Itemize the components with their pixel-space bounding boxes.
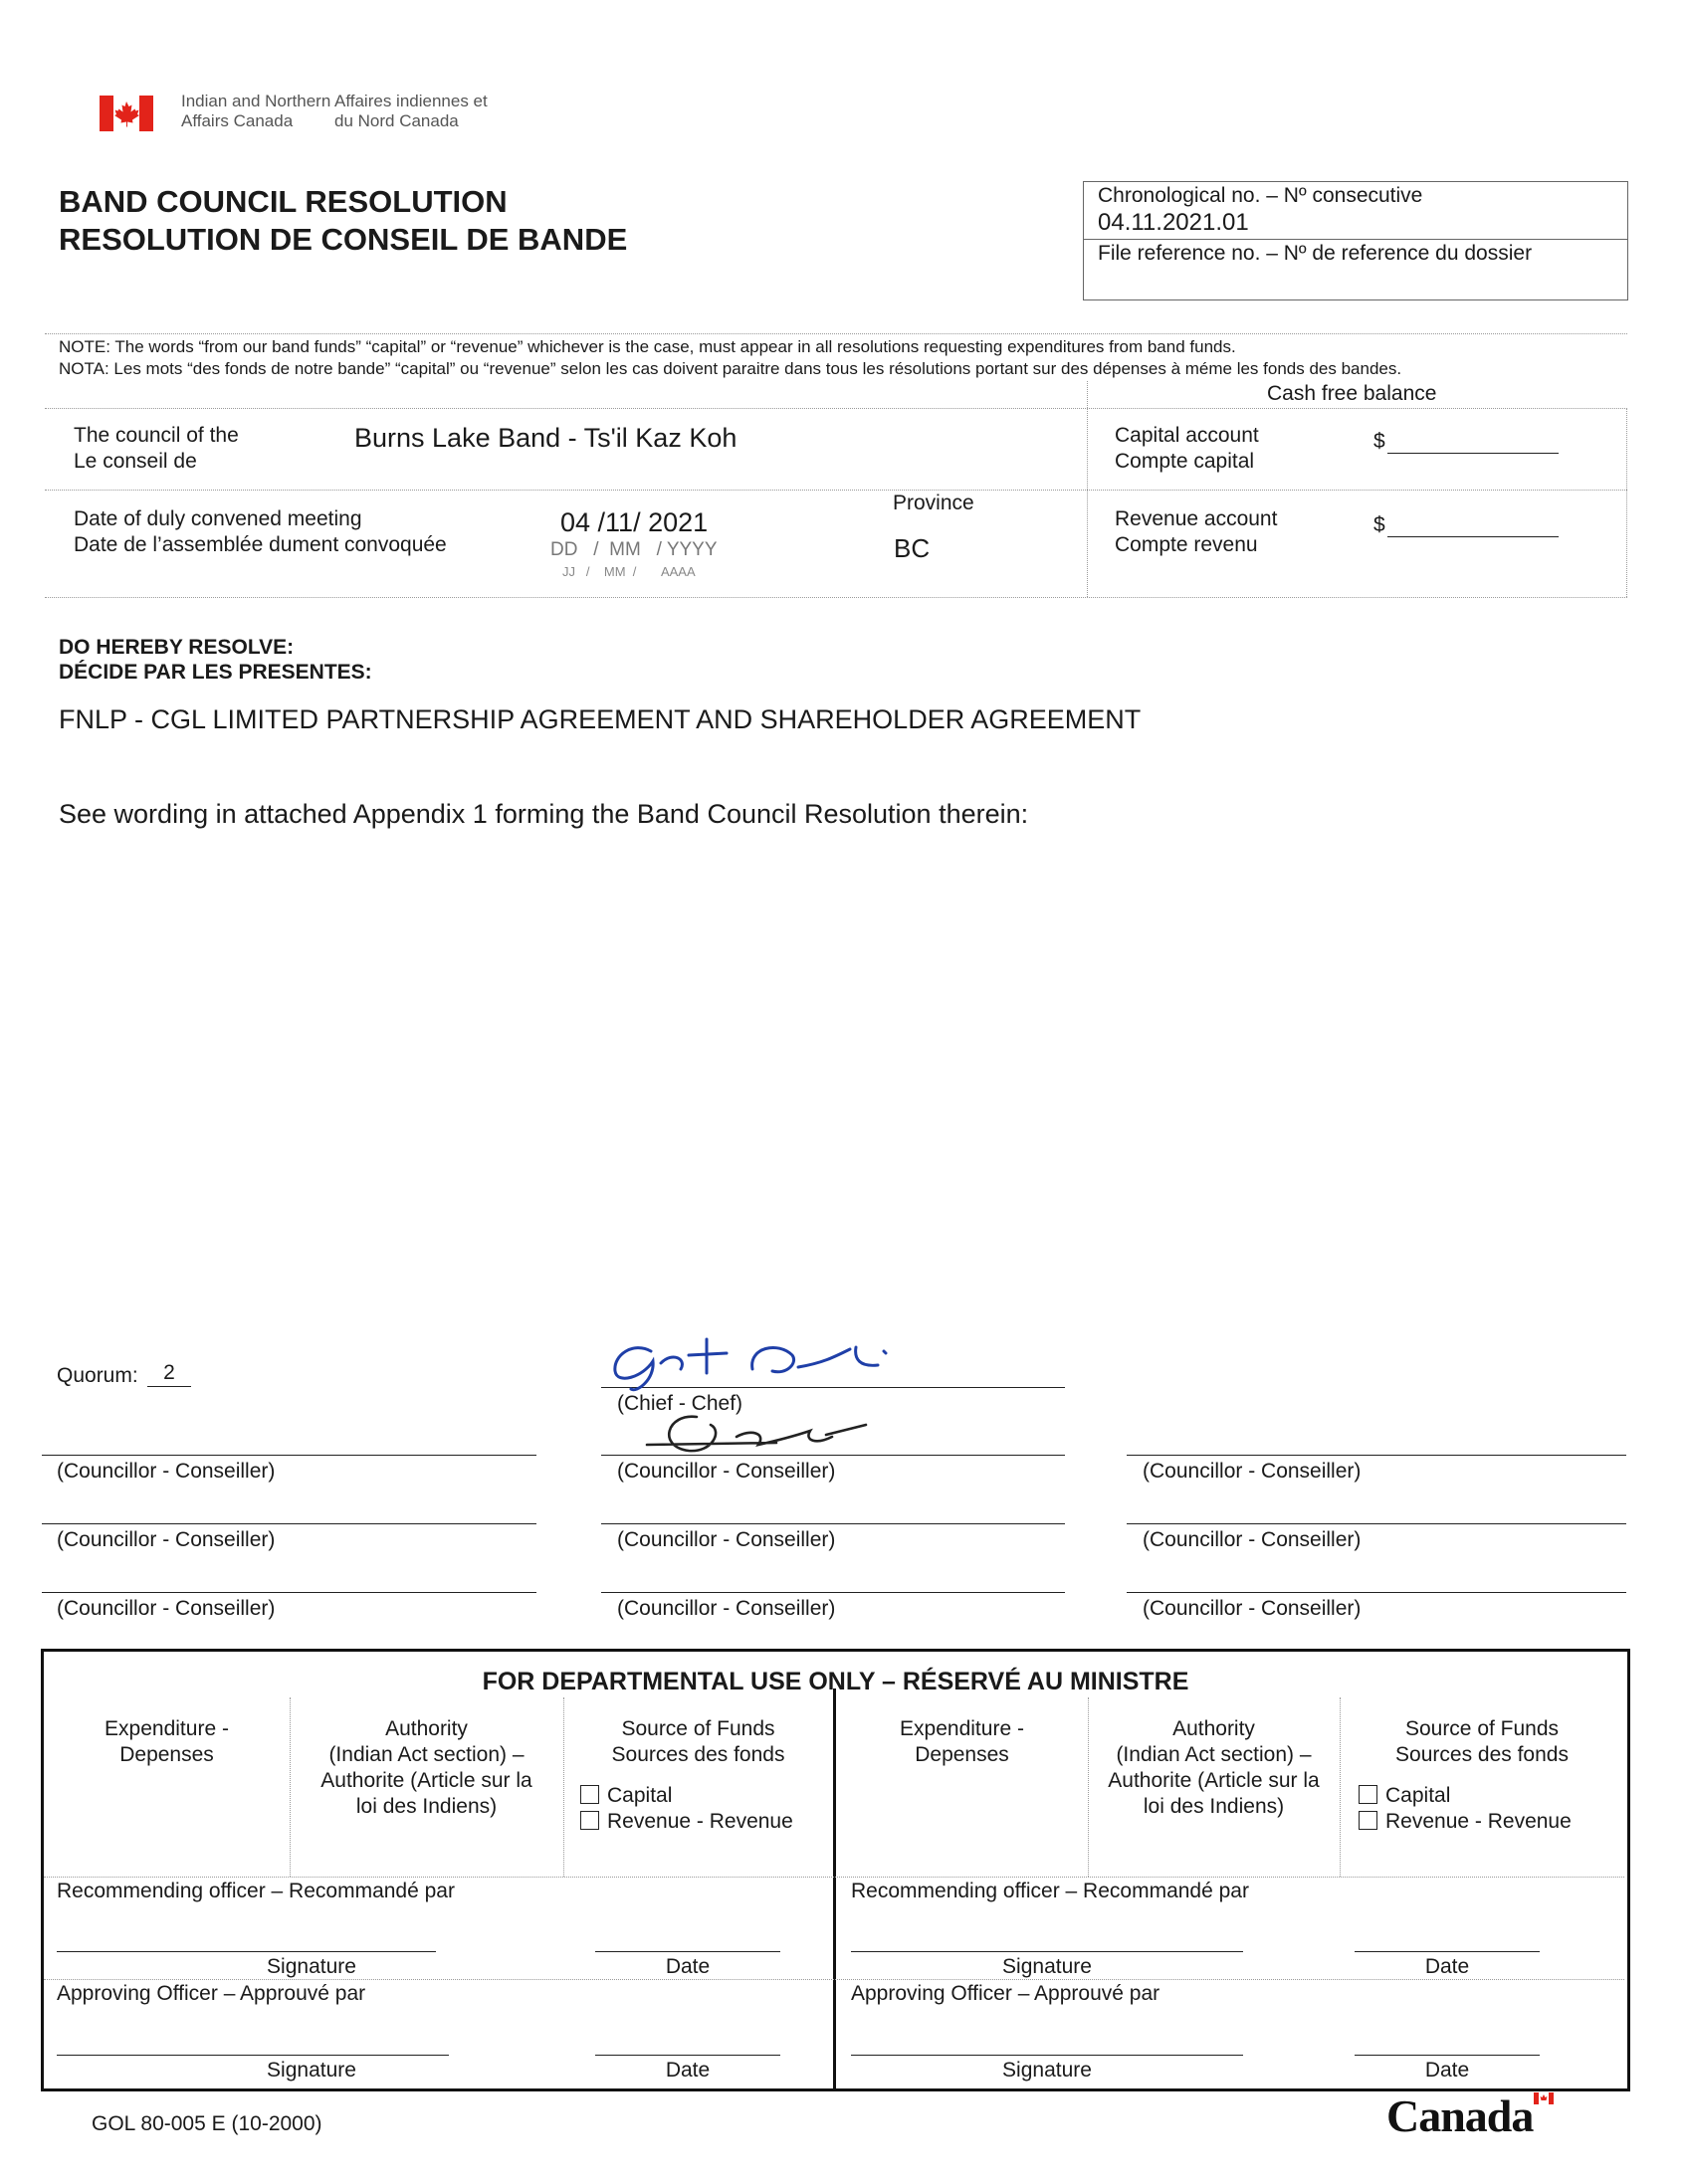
form-title-en: BAND COUNCIL RESOLUTION [59,184,508,219]
dept-name-fr-line2: du Nord Canada [334,111,459,130]
capital-amount-field[interactable] [1387,453,1559,454]
canada-wordmark: Canada [1386,2090,1534,2141]
cash-free-balance-heading: Cash free balance [1267,382,1437,405]
councillor-label-8: (Councillor - Conseiller) [617,1597,836,1620]
revenue-amount-field[interactable] [1387,536,1559,537]
date-format-en: DD / MM / YYYY [550,539,718,560]
chief-signature-label: (Chief - Chef) [617,1392,743,1415]
approving-date-line-left[interactable] [595,2055,780,2056]
revenue-checkbox-right[interactable] [1359,1809,1572,1835]
authority-l4-right: loi des Indiens) [1143,1795,1285,1818]
date-caption: Date [1424,2059,1470,2082]
date-caption: Date [665,1955,711,1978]
approving-signature-line-right[interactable] [851,2055,1243,2056]
chronological-number-label: Chronological no. – Nº consecutive [1098,184,1423,207]
source-label-en-left: Source of Funds [621,1717,775,1740]
form-title [59,183,627,259]
dept-name-en-line1: Indian and Northern [181,92,331,110]
resolve-heading-en: DO HEREBY RESOLVE: [59,636,295,659]
meeting-label-fr: Date de l’assemblée dument convoquée [74,533,447,556]
province-value: BC [894,533,931,563]
checkbox-icon [580,1811,599,1830]
source-label-fr-right: Sources des fonds [1395,1743,1569,1766]
date-format-fr: JJ / MM / AAAA [562,564,696,579]
capital-checkbox-left[interactable] [580,1783,793,1809]
capital-account-label-en: Capital account [1115,424,1259,447]
signature-caption: Signature [1002,1955,1092,1978]
councillor-label-3: (Councillor - Conseiller) [1143,1460,1362,1483]
note-en: NOTE: The words “from our band funds” “capital” or “revenue” whichever is the case, must appear in all resolutions requesting expenditures from band funds. [59,337,1236,356]
revenue-account-label-en: Revenue account [1115,507,1278,530]
councillor-label-4: (Councillor - Conseiller) [57,1528,276,1551]
expenditure-label-en-right: Expenditure - [900,1717,1024,1740]
recommending-date-line-right[interactable] [1355,1951,1540,1952]
recommending-signature-line-left[interactable] [57,1951,436,1952]
dept-name-en-line2: Affairs Canada [181,111,294,130]
authority-l1-right: Authority [1172,1717,1255,1740]
meeting-date-value: 04 /11/ 2021 [560,507,709,537]
note-fr: NOTA: Les mots “des fonds de notre bande” “capital” ou “revenue” selon les cas doivent paraitre dans tous les résolutions portant sur des dépenses à méme les fonds des bandes. [59,359,1402,378]
councillor-label-6: (Councillor - Conseiller) [1143,1528,1362,1551]
capital-option-label: Capital [607,1784,673,1807]
checkbox-icon [1359,1811,1377,1830]
expenditure-label-en-left: Expenditure - [105,1717,229,1740]
quorum-label: Quorum: [57,1364,138,1387]
source-label-en-right: Source of Funds [1404,1717,1560,1740]
recommending-signature-line-right[interactable] [851,1951,1243,1952]
capital-account-label-fr: Compte capital [1115,450,1255,473]
authority-l2-left: (Indian Act section) – [328,1743,525,1766]
file-reference-label: File reference no. – Nº de reference du dossier [1098,242,1533,265]
revenue-option-label: Revenue - Revenue [607,1810,793,1833]
chief-signature-icon [603,1333,961,1393]
revenue-currency-symbol: $ [1373,513,1385,536]
councillor-label-7: (Councillor - Conseiller) [57,1597,276,1620]
date-caption: Date [1424,1955,1470,1978]
councillor-label-2: (Councillor - Conseiller) [617,1460,836,1483]
council-name-value: Burns Lake Band - Ts'il Kaz Koh [354,423,737,453]
source-label-fr-left: Sources des fonds [611,1743,785,1766]
council-label-fr: Le conseil de [74,450,197,473]
authority-l1-left: Authority [385,1717,468,1740]
checkbox-icon [580,1785,599,1804]
expenditure-label-fr-left: Depenses [119,1743,214,1766]
authority-l2-right: (Indian Act section) – [1116,1743,1312,1766]
approving-signature-line-left[interactable] [57,2055,449,2056]
approving-officer-label-right: Approving Officer – Approuvé par [851,1982,1160,2005]
revenue-checkbox-left[interactable] [580,1809,793,1835]
recommending-officer-label-right: Recommending officer – Recommandé par [851,1880,1249,1902]
revenue-account-label-fr: Compte revenu [1115,533,1258,556]
form-title-fr: RESOLUTION DE CONSEIL DE BANDE [59,222,628,257]
form-number: GOL 80-005 E (10-2000) [92,2112,322,2135]
authority-l3-right: Authorite (Article sur la [1108,1769,1320,1792]
approving-date-line-right[interactable] [1355,2055,1540,2056]
authority-l3-left: Authorite (Article sur la [320,1769,532,1792]
authority-l4-left: loi des Indiens) [355,1795,498,1818]
signature-caption: Signature [1002,2059,1092,2082]
councillor-label-9: (Councillor - Conseiller) [1143,1597,1362,1620]
canada-flag-icon [100,96,171,131]
province-label: Province [893,492,974,514]
signature-caption: Signature [267,1955,356,1978]
departmental-title: FOR DEPARTMENTAL USE ONLY – RÉSERVÉ AU MINISTRE [482,1668,1189,1695]
capital-option-label: Capital [1385,1784,1451,1807]
council-label-en: The council of the [74,424,239,447]
resolution-body: See wording in attached Appendix 1 forming the Band Council Resolution therein: [59,799,1029,829]
councillor-label-1: (Councillor - Conseiller) [57,1460,276,1483]
capital-currency-symbol: $ [1373,430,1385,453]
expenditure-label-fr-right: Depenses [915,1743,1009,1766]
resolution-title: FNLP - CGL LIMITED PARTNERSHIP AGREEMENT AND SHAREHOLDER AGREEMENT [59,704,1142,734]
recommending-officer-label-left: Recommending officer – Recommandé par [57,1880,455,1902]
date-caption: Date [665,2059,711,2082]
dept-name-fr-line1: Affaires indiennes et [334,92,488,110]
revenue-option-label: Revenue - Revenue [1385,1810,1572,1833]
checkbox-icon [1359,1785,1377,1804]
quorum-value: 2 [147,1360,191,1387]
resolve-heading-fr: DÉCIDE PAR LES PRESENTES: [59,661,372,684]
approving-officer-label-left: Approving Officer – Approuvé par [57,1982,366,2005]
councillor-label-5: (Councillor - Conseiller) [617,1528,836,1551]
signature-caption: Signature [267,2059,356,2082]
capital-checkbox-right[interactable] [1359,1783,1572,1809]
chronological-number-value: 04.11.2021.01 [1098,209,1249,236]
wordmark-flag-icon [1534,2092,1554,2104]
recommending-date-line-left[interactable] [595,1951,780,1952]
meeting-label-en: Date of duly convened meeting [74,507,362,530]
